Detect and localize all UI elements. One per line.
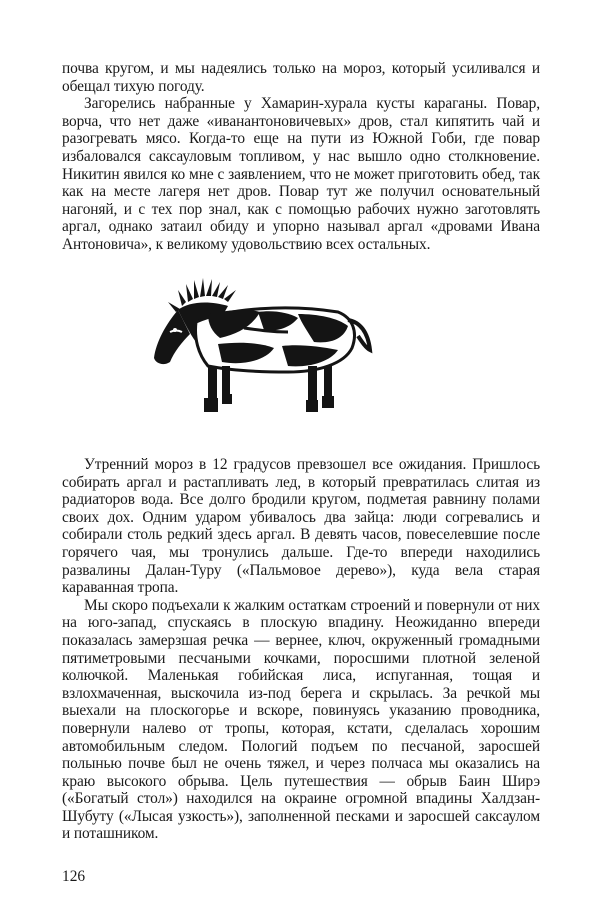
paragraph-4: Мы скоро подъехали к жалким остаткам строений и повернули от них на юго-запад, спускаясь в плоскую впадину. Неожиданно впереди показалась замерзшая речка — вернее, ключ, окруженный громадными пятиметровыми песчаными кочками, поросшими плотной зеленой колючкой. Маленькая гобийская лиса, испуганная, тощая и взлохмаченная, выскочила из-под берега и скрылась. За речкой мы выехали на плоскогорье и вскоре, повинуясь указанию проводника, повернули налево от тропы, которая, кстати, сделалась хорошим автомобильным следом. Пологий подъем по песчаной, заросшей полынью почве был не очень тяжел, и через полчаса мы оказались на краю высокого обрыва. Цель путешествия — обрыв Баин Ширэ («Богатый стол») находился на окраине огромной впадины Халдзан-Шубуту («Лысая узкость»), заполненной песками и заросшей саксаулом и поташником. <box>62 596 540 843</box>
paragraph-1: почва кругом, и мы надеялись только на мороз, который усиливался и обещал тихую погоду. <box>62 60 540 95</box>
text-block-bottom <box>62 456 540 843</box>
paragraph-3: Утренний мороз в 12 градусов превзошел все ожидания. Пришлось собирать аргал и растапливать лед, в который превратилась слитая из радиаторов вода. Все долго бродили кругом, подметая равнину полами своих дох. Одним ударом убивалось два зайца: люди согревались и собирали столь редкий здесь аргал. В девять часов, повеселевшие после горячего чая, мы тронулись дальше. Где-то впереди находились развалины Далан-Туру («Пальмовое дерево»), куда вела старая караванная тропа. <box>62 456 540 597</box>
page-number: 126 <box>62 868 86 885</box>
horse-drawing-icon <box>148 272 374 432</box>
paragraph-2: Загорелись набранные у Хамарин-хурала кусты караганы. Повар, ворча, что нет даже «иванантоновичевых» дров, стал кипятить чай и разогревать мясо. Когда-то еще на пути из Южной Гоби, где повар избаловался саксауловым топливом, у нас вышло одно столкновение. Никитин явился ко мне с заявлением, что не может приготовить обед, так как на месте лагеря нет дров. Повар тут же получил основательный нагоняй, и с тех пор знал, как с помощью рабочих нужно заготовлять аргал, однако затаил обиду и упорно называл аргал «дровами Ивана Антоновича», к великому удовольствию всех остальных. <box>62 95 540 253</box>
text-block-top <box>62 60 540 254</box>
